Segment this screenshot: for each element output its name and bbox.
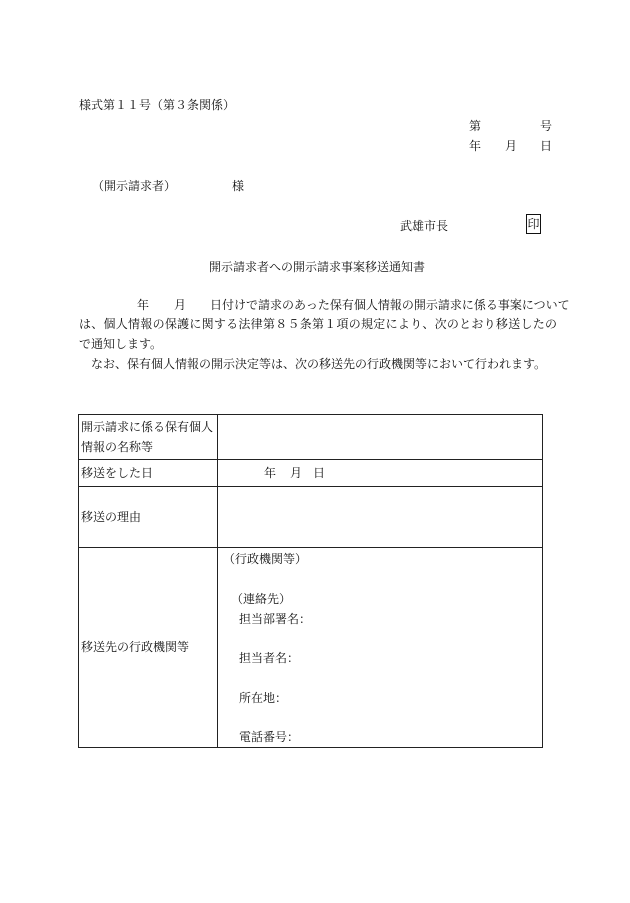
- form-number: 様式第１１号（第３条関係）: [79, 98, 236, 112]
- transfer-year-label: 年: [264, 466, 277, 480]
- transfer-day-label: 日: [313, 466, 326, 480]
- info-name-value: [218, 415, 543, 460]
- date-day-label: 日: [540, 139, 553, 153]
- dest-phone-label: 電話番号：: [239, 730, 300, 744]
- dest-agency-label: （行政機関等）: [223, 552, 308, 566]
- dest-department-label: 担当部署名：: [239, 612, 312, 626]
- transfer-reason-value: [218, 487, 543, 548]
- dest-person-label: 担当者名：: [239, 651, 300, 665]
- date-year-label: 年: [469, 139, 482, 153]
- table-row: [79, 415, 543, 460]
- table-row: [79, 548, 543, 748]
- destination-value: [218, 548, 543, 748]
- addressee-label: （開示請求者）: [92, 179, 177, 193]
- body-month-label: 月: [174, 298, 187, 312]
- info-name-label: 開示請求に係る保有個人情報の名称等: [79, 415, 218, 460]
- sender-name: 武雄市長: [400, 219, 449, 233]
- body-paragraph-2: なお、保有個人情報の開示決定等は、次の移送先の行政機関等において行われます。: [91, 357, 547, 371]
- body-year-label: 年: [137, 298, 150, 312]
- table-row: [79, 487, 543, 548]
- table-row: [79, 460, 543, 487]
- transfer-date-label: 移送をした日: [79, 460, 218, 487]
- addressee-honorific: 様: [232, 179, 245, 193]
- transfer-month-label: 月: [290, 466, 303, 480]
- destination-label: 移送先の行政機関等: [79, 548, 218, 748]
- dest-contact-label: （連絡先）: [231, 592, 292, 606]
- doc-number-suffix: 号: [540, 119, 553, 133]
- transfer-reason-label: 移送の理由: [79, 487, 218, 548]
- document-title: 開示請求者への開示請求事案移送通知書: [209, 260, 426, 274]
- transfer-info-table: [78, 414, 543, 748]
- seal-mark: 印: [526, 214, 541, 234]
- body-paragraph-1-cont: は、個人情報の保護に関する法律第８５条第１項の規定により、次のとおり移送したので通知します。: [79, 317, 557, 351]
- date-month-label: 月: [505, 139, 518, 153]
- doc-number-prefix: 第: [469, 119, 482, 133]
- body-paragraph-1-start: 日付けで請求のあった保有個人情報の開示請求に係る事案について: [210, 298, 570, 312]
- transfer-date-value: [218, 460, 543, 487]
- dest-address-label: 所在地：: [239, 691, 288, 705]
